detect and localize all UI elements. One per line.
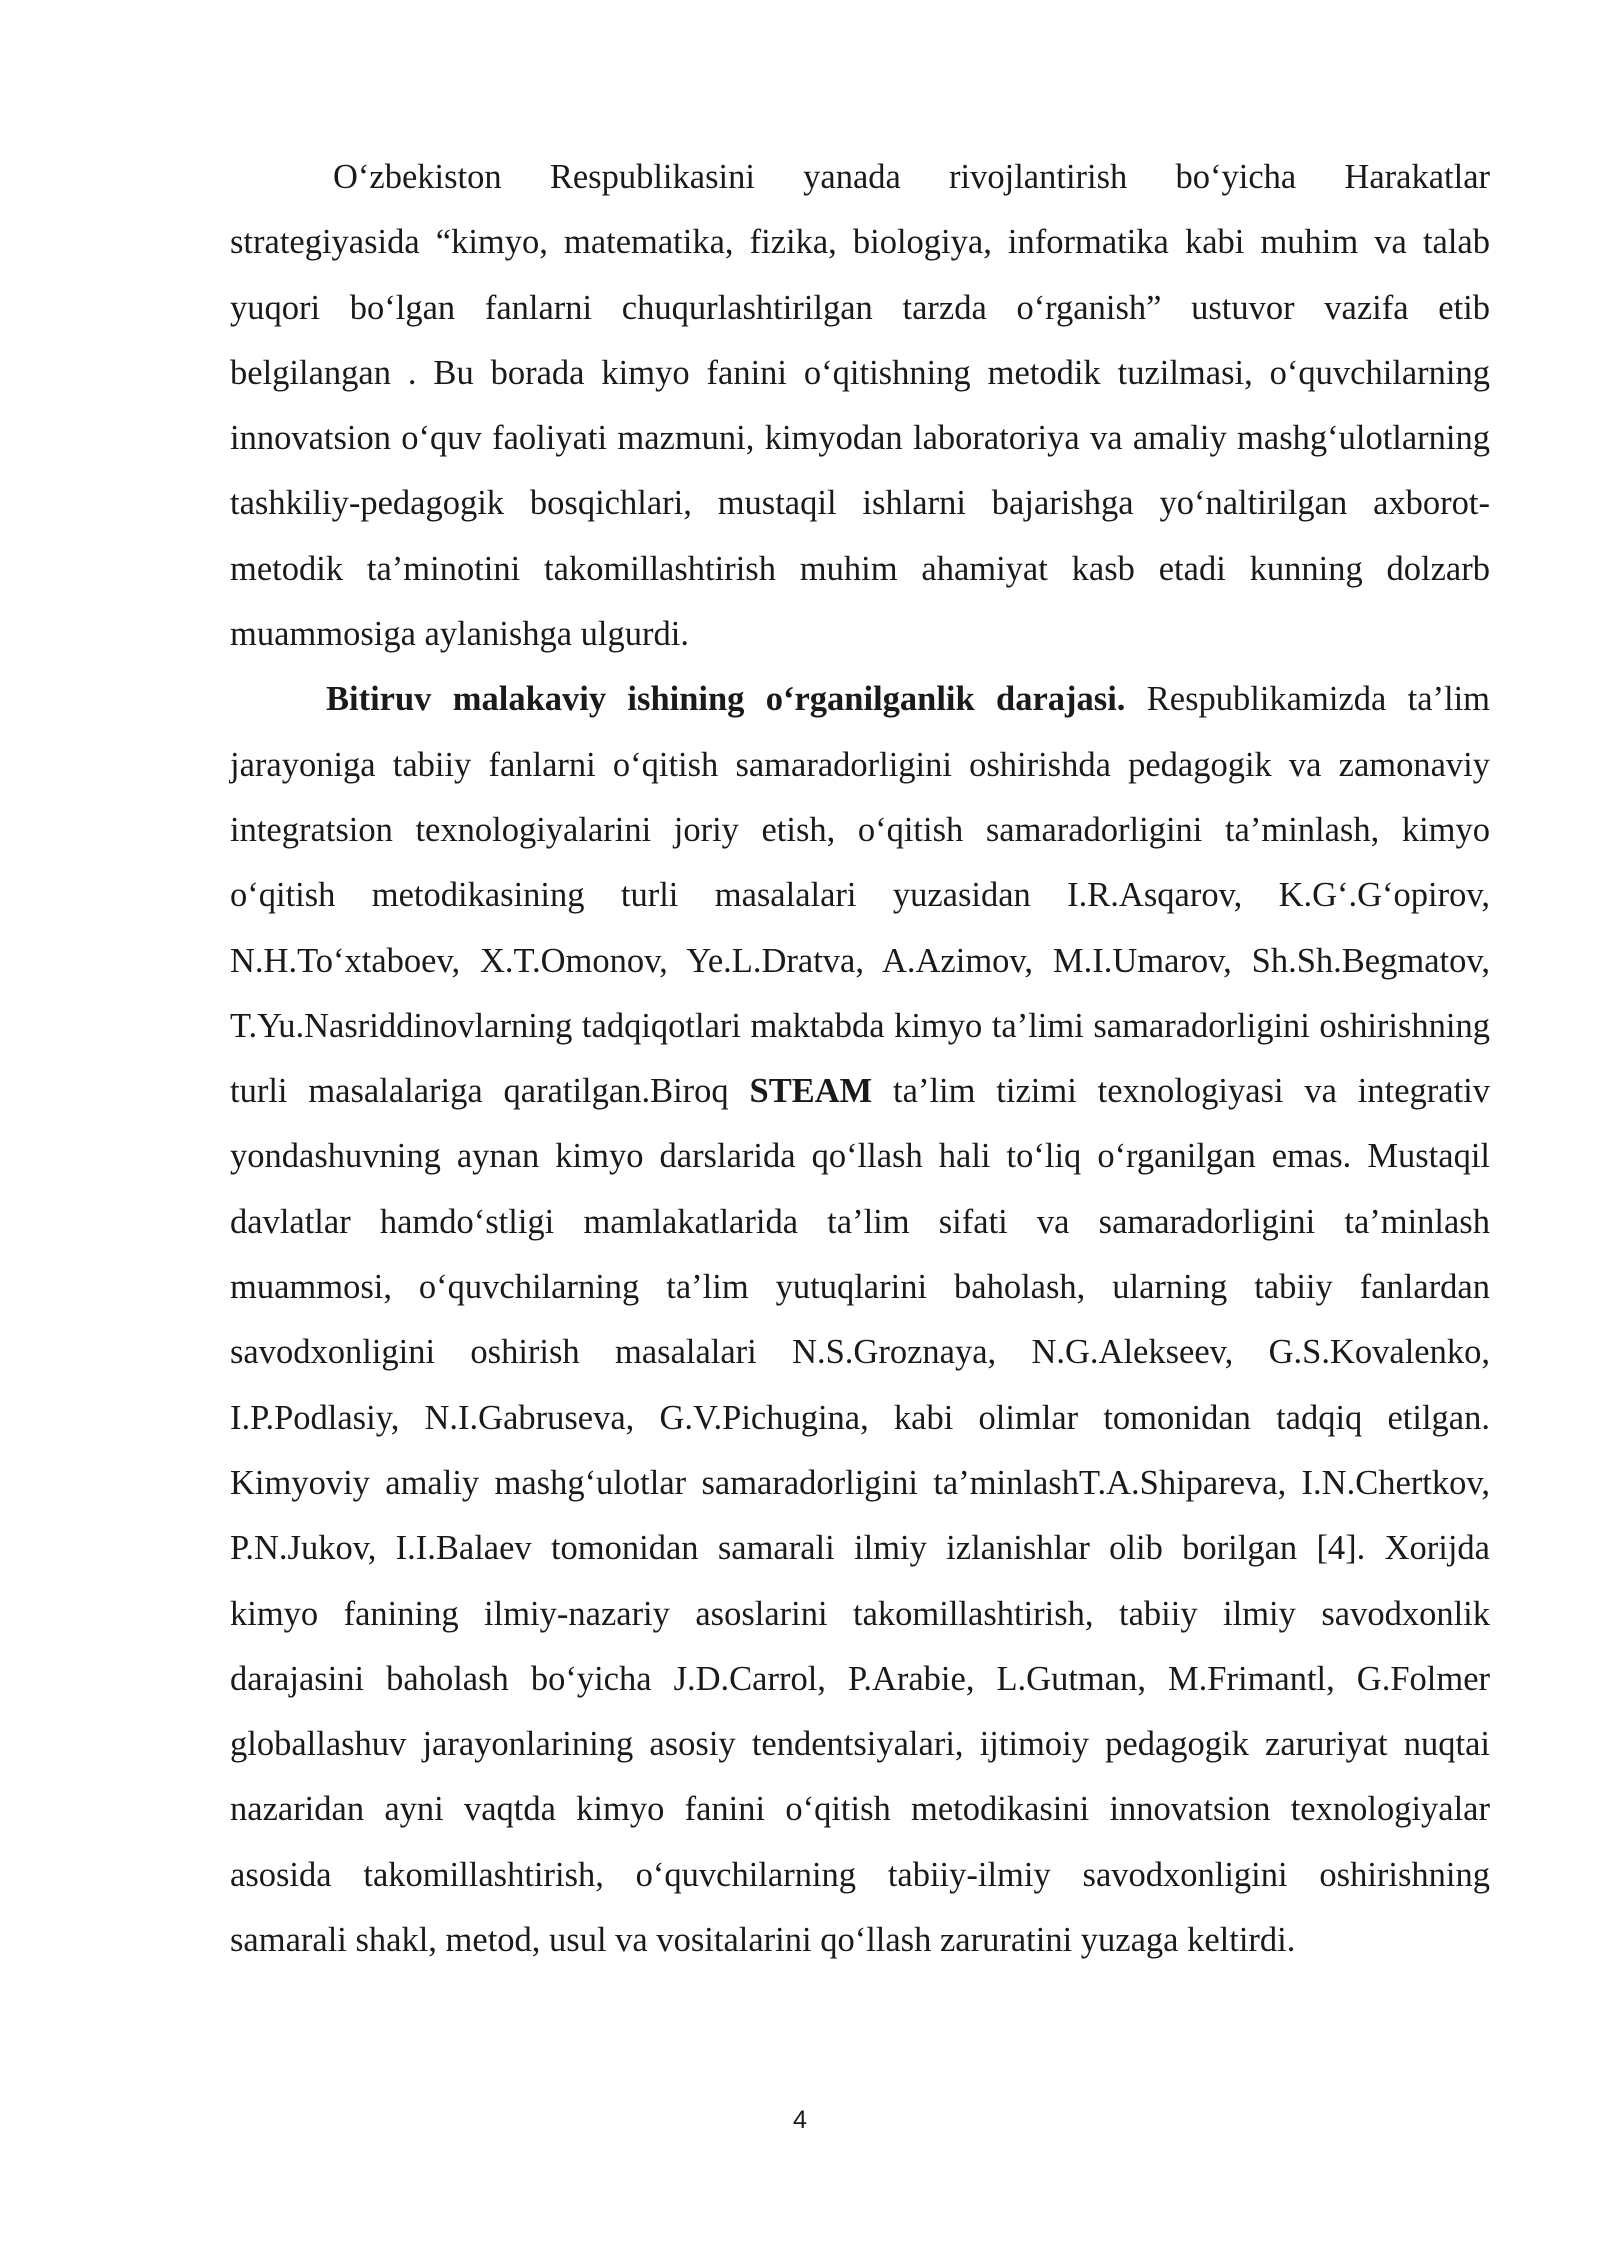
paragraph-2-text-end: ta’lim tizimi texnologiyasi va integrativ yondashuvning aynan kimyo darslarida qo‘llash hali to‘liq o‘rganilgan emas. Mustaqil davlatlar hamdo‘stligi mamlakatlarida ta’lim sifati va samaradorligini ta’minlash muammosi, o‘quvchilarning ta’lim yutuqlarini baholash, ularning tabiiy fanlardan savodxonligini oshirish masalalari N.S.Groznaya, N.G.Alekseev, G.S.Kovalenko, I.P.Podlasiy, N.I.Gabruseva, G.V.Pichugina, kabi olimlar tomonidan tadqiq etilgan. Kimyoviy amaliy mashg‘ulotlar samaradorligini ta’minlashT.A.Shipareva, I.N.Chertkov, P.N.Jukov, I.I.Balaev tomonidan samarali ilmiy izlanishlar olib borilgan [4]. Xorijda kimyo fanining ilmiy-nazariy asoslarini takomillashtirish, tabiiy ilmiy savodxonlik darajasini baholash bo‘yicha J.D.Carrol, P.Arabie, L.Gutman, M.Frimantl, G.Folmer globallashuv jarayonlarining asosiy tendentsiyalari, ijtimoiy pedagogik zaruriyat nuqtai nazaridan ayni vaqtda kimyo fanini o‘qitish metodikasini innovatsion texnologiyalar asosida takomillashtirish, o‘quvchilarning tabiiy-ilmiy savodxonligini oshirishning samarali shakl, metod, usul va vositalarini qo‘llash zaruratini yuzaga keltirdi. (230, 1072, 1490, 1960)
paragraph-1: O‘zbekiston Respublikasini yanada rivojlantirish bo‘yicha Harakatlar strategiyasida “kimyo, matematika, fizika, biologiya, informatika kabi muhim va talab yuqori bo‘lgan fanlarni chuqurlashtirilgan tarzda o‘rganish” ustuvor vazifa etib belgilangan . Bu borada kimyo fanini o‘qitishning metodik tuzilmasi, o‘quvchilarning innovatsion o‘quv faoliyati mazmuni, kimyodan laboratoriya va amaliy mashg‘ulotlarning tashkiliy-pedagogik bosqichlari, mustaqil ishlarni bajarishga yo‘naltirilgan axborot-metodik ta’minotini takomillashtirish muhim ahamiyat kasb etadi kunning dolzarb muammosiga aylanishga ulgurdi. (230, 158, 1490, 654)
page-number: 4 (793, 2106, 807, 2134)
paragraph-2 (230, 667, 1490, 1973)
paragraph-2-text-start: Respublikamizda ta’lim jarayoniga tabiiy fanlarni o‘qitish samaradorligini oshirishda pedagogik va zamonaviy integratsion texnologiyalarini joriy etish, o‘qitish samaradorligini ta’minlash, kimyo o‘qitish metodikasining turli masalalari yuzasidan I.R.Asqarov, K.G‘.G‘opirov, N.H.To‘xtaboev, X.T.Omonov, Ye.L.Dratva, A.Azimov, M.I.Umarov, Sh.Sh.Begmatov, T.Yu.Nasriddinovlarning tadqiqotlari maktabda kimyo ta’limi samaradorligini oshirishning turli masalalariga qaratilgan.Biroq (230, 680, 1491, 1111)
body-text (230, 145, 1490, 1973)
steam-term: STEAM (749, 1072, 873, 1111)
section-heading: Bitiruv malakaviy ishining o‘rganilganlik darajasi. (326, 680, 1126, 719)
